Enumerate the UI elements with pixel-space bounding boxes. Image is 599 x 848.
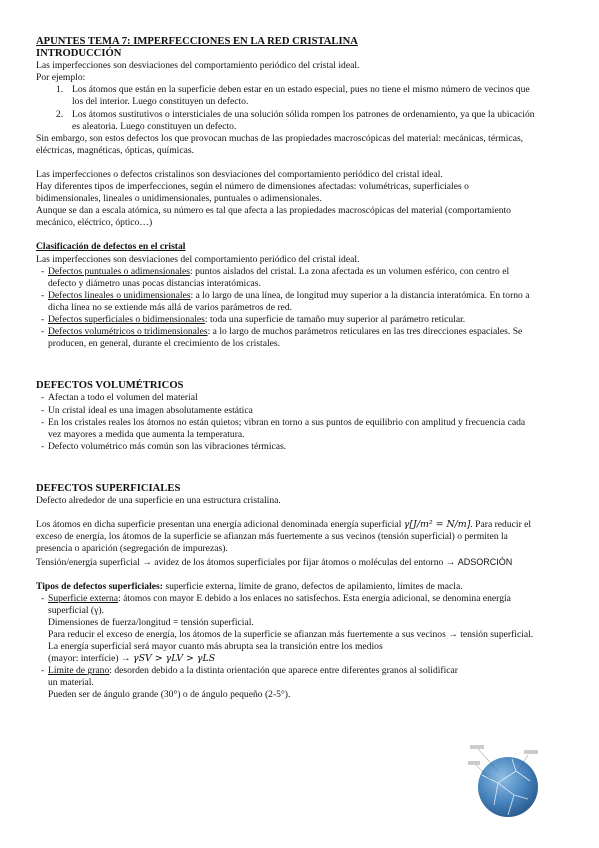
superficiales-paragraph-2 [36,519,536,555]
sphere-figure-svg [468,741,540,823]
document-title: APUNTES TEMA 7: IMPERFECCIONES EN LA RED CRISTALINA [36,36,358,47]
callout-label-box [468,761,480,765]
list-text: Los átomos que están en la superficie deben estar en un estado especial, pues no tiene el mismo número de vecinos que los del interior. Luego constituyen un defecto. [72,84,530,108]
spacer [36,350,536,368]
spacer [36,471,536,483]
intro-paragraph-5: Hay diferentes tipos de imperfecciones, según el número de dimensiones afectadas: volumétricas, superficiales o bidimensionales, lineales o unidimensionales, puntuales o adimensionales. [36,181,469,205]
clasificacion-list [36,266,536,351]
list-item [36,266,536,290]
spacer [36,157,536,169]
list-item [36,665,536,701]
superficiales-paragraph-1: Defecto alrededor de una superficie en una estructura cristalina. [36,495,281,507]
adsorcion-label: ADSORCIÓN [457,556,513,567]
defect-term: Defectos superficiales o bidimensionales [48,313,205,325]
list-item [36,84,536,108]
intro-paragraph-3: Sin embargo, son estos defectos los que provocan muchas de las propiedades macroscópicas del material: mecánicas, térmicas, eléctricas, magnéticas, ópticas, químicas. [36,132,524,156]
energy-order-formula: γSV > γLV > γLS [132,653,216,665]
defect-description: : átomos con mayor E debido a los enlaces no satisfechos. Esta energía adicional, se denomina energía superficial (γ). [48,592,511,616]
defect-description: : a lo largo de muchos parámetros reticulares en las tres direcciones espaciales. Se producen, en general, durante el crecimiento de los cristales. [48,326,523,350]
list-item [36,326,536,350]
text-segment: (mayor: interfície) → [48,653,133,665]
list-number: 2. [56,108,64,120]
tipos-text: superficie externa, límite de grano, defectos de apilamiento, límites de macla. [162,580,463,592]
spacer [36,453,536,471]
document-page [36,36,536,702]
defect-description: : toda una superficie de tamaño muy superior al parámetro reticular. [204,313,466,325]
text-segment: Tensión/energía superficial → avidez de los átomos superficiales por fijar átomos o moléculas del entorno → [36,556,458,568]
list-subline: Dimensiones de fuerza/longitud = tensión superficial. [48,616,254,628]
intro-heading: INTRODUCCIÓN [36,48,122,59]
intro-paragraph-1: Las imperfecciones son desviaciones del comportamiento periódico del cristal ideal. [36,60,360,72]
volumetricos-heading: DEFECTOS VOLUMÉTRICOS [36,380,184,392]
list-subline: Para reducir el exceso de energía, los átomos de la superficie se afianzan más fuertemente a sus vecinos → tensión superficial. [48,628,534,640]
defect-description: : puntos aislados del cristal. La zona afectada es un volumen esférico, con centro el defecto y diámetro unas pocas distancias interatómicas. [48,265,510,289]
intro-paragraph-2: Por ejemplo: [36,72,86,84]
spacer [36,368,536,380]
tipos-paragraph [36,581,536,593]
tipos-list [36,593,536,702]
list-item [36,109,536,133]
spacer [36,507,536,519]
list-item: - Un cristal ideal es una imagen absolutamente estática [36,405,536,417]
volumetricos-list [36,392,536,452]
spacer [36,229,536,241]
superficiales-heading: DEFECTOS SUPERFICIALES [36,482,181,494]
text-segment: Los átomos en dicha superficie presentan una energía adicional denominada energía superficial [36,519,404,531]
defect-term: Defectos lineales o unidimensionales [48,289,191,301]
spacer [36,569,536,581]
list-text: Los átomos sustitutivos o intersticiales de una solución sólida rompen los patrones de ordenamiento, ya que la ubicación es aleatoria. Luego constituyen un defecto. [72,108,535,132]
list-item: - Afectan a todo el volumen del material [36,392,536,404]
list-item [36,290,536,314]
superficiales-paragraph-3 [36,556,536,569]
surface-energy-formula: γ[J/m² = N/m] [403,519,471,531]
list-item: - Defecto volumétrico más común son las vibraciones térmicas. [36,441,536,453]
list-subline: Pueden ser de ángulo grande (30°) o de ángulo pequeño (2-5°). [48,689,291,701]
list-item: - En los cristales reales los átomos no están quietos; vibran en torno a sus puntos de equilibrio con amplitud y frecuencia cada vez mayores a medida que aumenta la temperatura. [36,417,536,441]
list-item [36,593,536,666]
callout-label-box [524,750,538,754]
grain-boundary-sphere-diagram-icon [468,741,540,823]
intro-paragraph-4: Las imperfecciones o defectos cristalinos son desviaciones del comportamiento periódico del cristal ideal. [36,168,443,180]
defect-term: Superficie externa [48,592,119,604]
defect-description: : a lo largo de una línea, de longitud muy superior a la distancia interatómica. En torno a dicha línea no se extiende más allá de varios parámetros de red. [48,289,530,313]
defect-term: Límite de grano [48,665,110,677]
list-subline [48,653,536,665]
list-number: 1. [56,84,64,96]
callout-label-box [470,745,484,749]
defect-description: : desorden debido a la distinta orientación que aparece entre diferentes granos al solidificar un material. [48,665,458,689]
list-item [36,314,536,326]
text-segment: . Para reducir el exceso de energía, los átomos de la superficie se afianzan más fuertemente a sus vecinos (tensión superficial) o permiten la presencia o aparición (segregación de impurezas). [36,519,532,555]
tipos-label: Tipos de defectos superficiales: [36,580,163,592]
clasificacion-heading: Clasificación de defectos en el cristal [36,241,186,253]
list-subline: La energía superficial será mayor cuanto más abrupta sea la transición entre los medios [48,641,383,653]
defect-term: Defectos volumétricos o tridimensionales [48,326,208,338]
intro-example-list [36,84,536,132]
sphere-shape [478,757,538,817]
clasificacion-paragraph: Las imperfecciones son desviaciones del comportamiento periódico del cristal ideal. [36,253,360,265]
defect-term: Defectos puntuales o adimensionales [48,265,190,277]
intro-paragraph-6: Aunque se dan a escala atómica, su número es tal que afecta a las propiedades macroscópicas del material (comportamiento mecánico, eléctrico, óptico…) [36,205,511,229]
